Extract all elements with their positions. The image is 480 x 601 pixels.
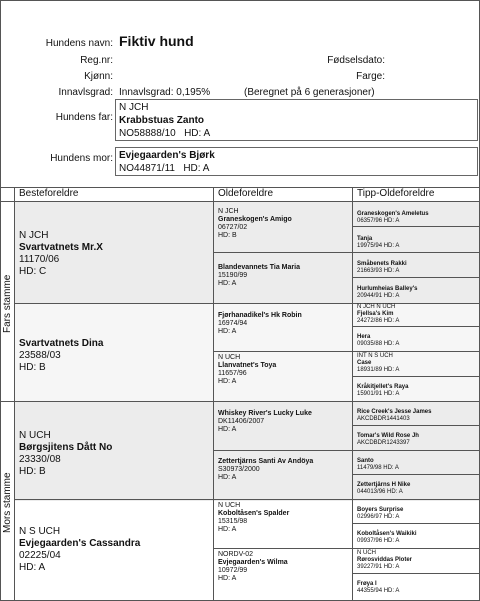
great-info: 044013/96 HD: A — [357, 489, 403, 495]
grandparent-reg: 16974/94 — [218, 320, 248, 327]
grandparent-hd: HD: A — [218, 280, 237, 287]
gp-divider-2 — [213, 351, 479, 352]
great-grandparent-cell — [357, 409, 431, 423]
grandparent-hd: HD: A — [218, 575, 237, 582]
great-name: Boyers Surprise — [357, 507, 404, 513]
parent-cell — [19, 230, 103, 278]
grandparent-name: Zettertjärns Santi Av Andöya — [218, 458, 314, 465]
great-name: Småbenets Rakki — [357, 261, 407, 267]
grandparent-title: N UCH — [218, 502, 241, 509]
great-info: 44355/94 HD: A — [357, 588, 400, 594]
ggp-divider-4 — [352, 376, 479, 377]
great-grandparent-cell — [357, 507, 403, 521]
mother-side-label: Mors stamme — [2, 472, 13, 533]
great-name: Koboltåsen's Waikiki — [357, 531, 417, 537]
ggp-divider-6 — [352, 474, 479, 475]
parent-cell — [19, 430, 112, 478]
grandparent-name: Fjørhanadikel's Hk Robin — [218, 312, 302, 319]
gp-divider-4 — [213, 548, 479, 549]
grandparent-name: Blandevannets Tia Maria — [218, 264, 300, 271]
parent-cell — [19, 526, 140, 574]
great-grandparent-cell — [357, 581, 399, 595]
grandparent-reg: 06727/02 — [218, 224, 248, 231]
great-name: Tomar's Wild Rose Jh — [357, 433, 419, 439]
parent-name: Svartvatnets Dina — [19, 338, 104, 349]
parent-hd: HD: B — [19, 362, 46, 373]
grandparent-title: N JCH — [218, 208, 239, 215]
color-label: Farge: — [356, 71, 385, 82]
great-title: N JCH N UCH — [357, 304, 396, 310]
great-info: AKCDBDR1441403 — [357, 416, 410, 422]
ggp-divider-1 — [352, 226, 479, 227]
great-name: Rice Creek's Jesse James — [357, 409, 432, 415]
great-info: 02996/97 HD: A — [357, 514, 400, 520]
mother-name: Evjegaarden's Bjørk — [119, 150, 215, 161]
great-name: Case — [357, 360, 372, 366]
parent-hd: HD: A — [19, 562, 46, 573]
grandparent-cell — [218, 354, 276, 386]
great-info: 11479/98 HD: A — [357, 465, 399, 471]
great-info: 06357/96 HD: A — [357, 218, 400, 224]
side-divider — [14, 188, 15, 601]
inbreeding-label: Innavlsgrad: — [58, 87, 113, 98]
name-label: Hundens navn: — [45, 38, 113, 49]
grandparent-cell — [218, 502, 289, 534]
parent-title: N JCH — [19, 230, 49, 241]
col-grandparents: Oldeforeldre — [218, 188, 274, 199]
great-name: Graneskogen's Ameletus — [357, 211, 429, 217]
great-name: Tanja — [357, 236, 373, 242]
grandparent-hd: HD: B — [218, 232, 237, 239]
grandparent-title: N UCH — [218, 354, 241, 361]
grandparent-name: Evjegaarden's Wilma — [218, 559, 288, 566]
row-divider-3 — [14, 499, 479, 500]
great-name: Fjellsa's Kim — [357, 311, 394, 317]
great-grandparent-cell — [357, 482, 410, 496]
mother-reg: NO44871/11 — [119, 163, 175, 174]
gp-divider-1 — [213, 252, 479, 253]
parent-reg: 23330/08 — [19, 454, 61, 465]
great-grandparent-cell — [357, 286, 417, 300]
row-divider-1 — [14, 303, 479, 304]
grandparent-hd: HD: A — [218, 474, 237, 481]
great-info: 19975/94 HD: A — [357, 243, 400, 249]
father-reg: NO58888/10 — [119, 128, 176, 139]
great-grandparent-cell — [357, 304, 399, 325]
grandparent-hd: HD: A — [218, 378, 237, 385]
mother-reg-hd — [119, 162, 474, 175]
father-label: Hundens far: — [55, 112, 113, 123]
grandparent-cell — [218, 264, 300, 288]
great-info: 09035/88 HD: A — [357, 341, 400, 347]
grandparent-cell — [218, 458, 313, 482]
col-divider-2 — [352, 188, 353, 601]
grandparent-reg: DK11406/2007 — [218, 418, 265, 425]
ggp-divider-8 — [352, 573, 479, 574]
great-name: Hurlumheias Balley's — [357, 286, 418, 292]
parent-hd: HD: C — [19, 266, 47, 277]
inbreeding-note: (Beregnet på 6 generasjoner) — [244, 87, 375, 98]
parent-reg: 11170/06 — [19, 254, 60, 265]
col-parents: Besteforeldre — [19, 188, 79, 199]
great-grandparent-cell — [357, 353, 399, 374]
parent-name: Evjegaarden's Cassandra — [19, 538, 141, 549]
sex-label: Kjønn: — [84, 71, 113, 82]
great-name: Rørosviddas Ploter — [357, 557, 413, 563]
grandparent-hd: HD: A — [218, 526, 237, 533]
dog-info-header — [1, 1, 479, 186]
great-name: Kråkitjellet's Raya — [357, 384, 409, 390]
gp-divider-3 — [213, 450, 479, 451]
great-title: INT N S UCH — [357, 353, 393, 359]
great-info: 24272/86 HD: A — [357, 318, 400, 324]
great-info: 15901/91 HD: A — [357, 391, 400, 397]
ggp-divider-7 — [352, 523, 479, 524]
birth-label: Fødselsdato: — [327, 55, 385, 66]
grandparent-cell — [218, 410, 312, 434]
grandparent-cell — [218, 551, 288, 583]
parent-name: Svartvatnets Mr.X — [19, 242, 103, 253]
grandparent-reg: 15315/98 — [218, 518, 248, 525]
grandparent-title: NORDV-02 — [218, 551, 254, 558]
parent-reg: 02225/04 — [19, 550, 61, 561]
great-name: Frøya I — [357, 581, 377, 587]
great-grandparent-cell — [357, 384, 408, 398]
parent-title: N UCH — [19, 430, 51, 441]
father-side-label: Fars stamme — [2, 274, 13, 333]
grandparent-name: Whiskey River's Lucky Luke — [218, 410, 312, 417]
father-title: N JCH — [119, 102, 149, 113]
header-divider — [1, 201, 479, 202]
grandparent-reg: S30973/2000 — [218, 466, 260, 473]
grandparent-reg: 11657/96 — [218, 370, 247, 377]
great-grandparent-cell — [357, 261, 407, 275]
great-info: 39227/91 HD: A — [357, 564, 400, 570]
grandparent-reg: 10972/99 — [218, 567, 248, 574]
great-grandparent-cell — [357, 236, 399, 250]
great-grandparent-cell — [357, 334, 399, 348]
grandparent-hd: HD: A — [218, 426, 237, 433]
parent-name: Børgsjitens Dått No — [19, 442, 113, 453]
great-info: 18931/89 HD: A — [357, 367, 400, 373]
grandparent-hd: HD: A — [218, 328, 237, 335]
parent-hd: HD: B — [19, 466, 46, 477]
mother-label: Hundens mor: — [50, 153, 113, 164]
mother-hd: HD: A — [183, 163, 210, 174]
mother-box — [115, 147, 478, 176]
reg-label: Reg.nr: — [80, 55, 113, 66]
great-info: AKCDBDR1243397 — [357, 440, 410, 446]
great-name: Hera — [357, 334, 371, 340]
ggp-divider-2 — [352, 277, 479, 278]
great-grandparent-cell — [357, 550, 412, 571]
great-name: Zettertjärns H Nike — [357, 482, 411, 488]
grandparent-name: Koboltåsen's Spalder — [218, 510, 290, 517]
grandparent-name: Graneskogen's Amigo — [218, 216, 292, 223]
mid-divider — [1, 401, 479, 402]
col-great: Tipp-Oldeforeldre — [357, 188, 435, 199]
great-grandparent-cell — [357, 433, 419, 447]
great-info: 09937/96 HD: A — [357, 538, 400, 544]
great-grandparent-cell — [357, 211, 429, 225]
inbreeding-value: Innavlsgrad: 0,195% — [119, 87, 211, 98]
grandparent-cell — [218, 312, 302, 336]
father-hd: HD: A — [184, 128, 211, 139]
great-name: Santo — [357, 458, 374, 464]
father-reg-hd — [119, 127, 474, 140]
pedigree-table — [1, 187, 479, 601]
grandparent-cell — [218, 208, 292, 240]
col-divider-1 — [213, 188, 214, 601]
ggp-divider-5 — [352, 425, 479, 426]
great-info: 21663/93 HD: A — [357, 268, 400, 274]
great-grandparent-cell — [357, 458, 399, 472]
father-box — [115, 99, 478, 141]
great-title: N UCH — [357, 550, 376, 556]
father-name: Krabbstuas Zanto — [119, 115, 205, 126]
parent-cell — [19, 338, 103, 374]
great-info: 20944/91 HD: A — [357, 293, 400, 299]
grandparent-name: Llanvatnet's Toya — [218, 362, 277, 369]
parent-title: N S UCH — [19, 526, 61, 537]
grandparent-reg: 15190/99 — [218, 272, 248, 279]
parent-reg: 23588/03 — [19, 350, 61, 361]
ggp-divider-3 — [352, 326, 479, 327]
dog-name: Fiktiv hund — [119, 33, 194, 49]
great-grandparent-cell — [357, 531, 417, 545]
